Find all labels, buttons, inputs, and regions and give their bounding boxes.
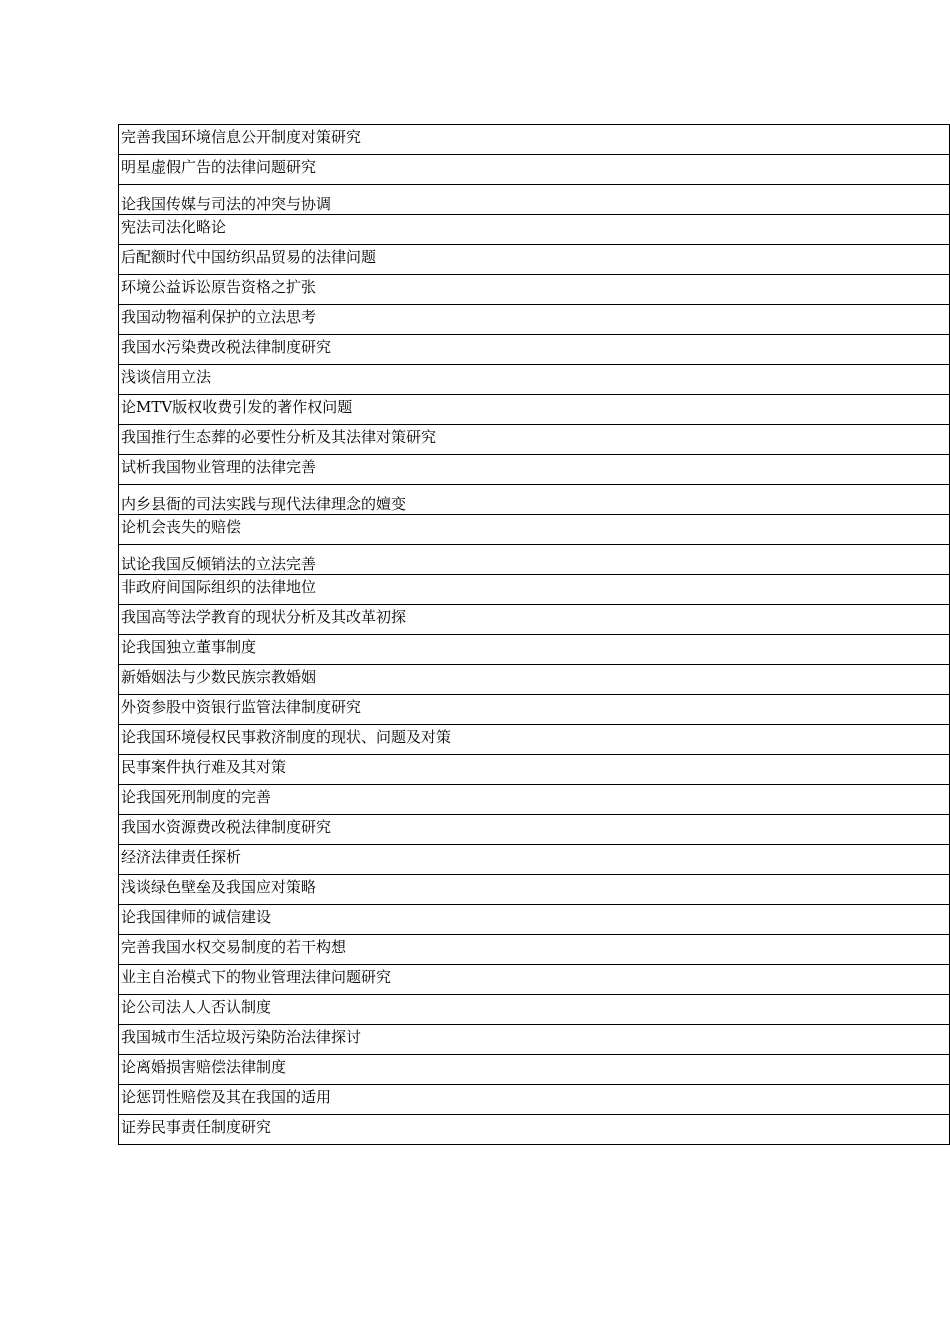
topic-cell: 非政府间国际组织的法律地位 (119, 575, 950, 605)
topic-cell: 试论我国反倾销法的立法完善 (119, 545, 950, 575)
table-row (119, 875, 950, 905)
topic-cell: 论我国独立董事制度 (119, 635, 950, 665)
topic-cell: 论离婚损害赔偿法律制度 (119, 1055, 950, 1085)
table-row (119, 965, 950, 995)
table-row (119, 1025, 950, 1055)
table-row (119, 605, 950, 635)
topic-cell: 明星虚假广告的法律问题研究 (119, 155, 950, 185)
topic-cell: 我国水资源费改税法律制度研究 (119, 815, 950, 845)
topic-cell: 后配额时代中国纺织品贸易的法律问题 (119, 245, 950, 275)
topic-cell: 外资参股中资银行监管法律制度研究 (119, 695, 950, 725)
table-row (119, 665, 950, 695)
topic-cell: 我国城市生活垃圾污染防治法律探讨 (119, 1025, 950, 1055)
table-row (119, 245, 950, 275)
topic-cell: 试析我国物业管理的法律完善 (119, 455, 950, 485)
table-row (119, 1055, 950, 1085)
table-row (119, 995, 950, 1025)
topic-cell: 我国水污染费改税法律制度研究 (119, 335, 950, 365)
table-row (119, 905, 950, 935)
table-row (119, 155, 950, 185)
table-row (119, 725, 950, 755)
topic-cell: 论MTV版权收费引发的著作权问题 (119, 395, 950, 425)
topic-cell: 民事案件执行难及其对策 (119, 755, 950, 785)
table-row (119, 1115, 950, 1145)
table-row (119, 305, 950, 335)
topic-cell: 论我国死刑制度的完善 (119, 785, 950, 815)
topic-cell: 论我国传媒与司法的冲突与协调 (119, 185, 950, 215)
topic-cell: 内乡县衙的司法实践与现代法律理念的嬗变 (119, 485, 950, 515)
topic-cell: 环境公益诉讼原告资格之扩张 (119, 275, 950, 305)
table-row (119, 575, 950, 605)
table-row (119, 335, 950, 365)
table-row (119, 935, 950, 965)
table-row (119, 275, 950, 305)
topic-cell: 浅谈信用立法 (119, 365, 950, 395)
topic-cell: 论我国律师的诚信建设 (119, 905, 950, 935)
topic-cell: 我国高等法学教育的现状分析及其改革初探 (119, 605, 950, 635)
topic-cell: 证券民事责任制度研究 (119, 1115, 950, 1145)
topic-cell: 完善我国环境信息公开制度对策研究 (119, 125, 950, 155)
topic-cell: 业主自治模式下的物业管理法律问题研究 (119, 965, 950, 995)
table-row (119, 785, 950, 815)
table-row (119, 185, 950, 215)
table-row (119, 695, 950, 725)
topic-cell: 论公司法人人否认制度 (119, 995, 950, 1025)
table-row (119, 455, 950, 485)
topic-table (118, 124, 950, 1145)
table-row (119, 485, 950, 515)
topic-cell: 论惩罚性赔偿及其在我国的适用 (119, 1085, 950, 1115)
table-row (119, 635, 950, 665)
topic-cell: 新婚姻法与少数民族宗教婚姻 (119, 665, 950, 695)
topic-cell: 完善我国水权交易制度的若干构想 (119, 935, 950, 965)
table-row (119, 545, 950, 575)
topic-cell: 浅谈绿色壁垒及我国应对策略 (119, 875, 950, 905)
table-row (119, 215, 950, 245)
topic-cell: 宪法司法化略论 (119, 215, 950, 245)
table-row (119, 125, 950, 155)
topic-cell: 经济法律责任探析 (119, 845, 950, 875)
topic-cell: 我国动物福利保护的立法思考 (119, 305, 950, 335)
table-row (119, 365, 950, 395)
topic-cell: 我国推行生态葬的必要性分析及其法律对策研究 (119, 425, 950, 455)
table-row (119, 845, 950, 875)
table-row (119, 515, 950, 545)
topic-cell: 论我国环境侵权民事救济制度的现状、问题及对策 (119, 725, 950, 755)
table-row (119, 425, 950, 455)
table-row (119, 1085, 950, 1115)
topic-cell: 论机会丧失的赔偿 (119, 515, 950, 545)
table-row (119, 395, 950, 425)
table-row (119, 815, 950, 845)
table-row (119, 755, 950, 785)
